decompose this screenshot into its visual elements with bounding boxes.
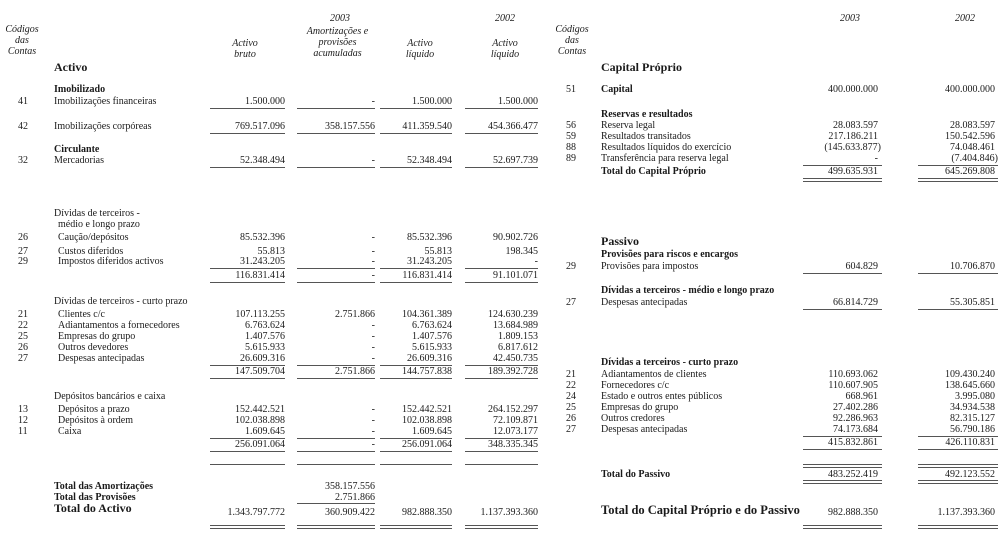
account-code: 26 [18, 342, 28, 353]
section-heading: Dívidas de terceiros - médio e longo prazo [54, 208, 140, 230]
value-net-2002: 72.109.871 [493, 415, 538, 426]
account-label: Caução/depósitos [58, 232, 129, 243]
account-code: 56 [566, 120, 576, 131]
value-amort: - [371, 342, 375, 353]
subtotal-gross: 116.831.414 [235, 270, 285, 281]
value-amort: - [371, 415, 375, 426]
value-net-2002: 264.152.297 [488, 404, 538, 415]
subtotal-net: 116.831.414 [402, 270, 452, 281]
section-heading: Reservas e resultados [601, 109, 693, 120]
codes-header: Códigos das Contas [5, 24, 39, 57]
total-provisions-value: 2.751.866 [335, 492, 375, 503]
account-label: Adiantamentos de clientes [601, 369, 707, 380]
value-net-2002: 1.500.000 [498, 96, 538, 107]
value-amort: - [371, 331, 375, 342]
account-code: 13 [18, 404, 28, 415]
value-gross: 6.763.624 [245, 320, 285, 331]
total-equity-label: Total do Capital Próprio [601, 166, 706, 177]
value-net-2002: 90.902.726 [493, 232, 538, 243]
value-net: 152.442.521 [402, 404, 452, 415]
assets-title: Activo [54, 60, 88, 74]
account-code: 26 [18, 232, 28, 243]
section-heading: Dívidas de terceiros - curto prazo [54, 296, 188, 307]
account-code: 24 [566, 391, 576, 402]
value-gross: 1.407.576 [245, 331, 285, 342]
value-net-2002: 198.345 [505, 246, 538, 257]
value-net: 85.532.396 [407, 232, 452, 243]
value-net: 1.500.000 [412, 96, 452, 107]
value-amort: - [371, 246, 375, 257]
value-gross: 31.243.205 [240, 256, 285, 267]
value-gross: 102.038.898 [235, 415, 285, 426]
account-code: 51 [566, 84, 576, 95]
value-net-2002: - [534, 256, 538, 267]
value-net: 411.359.540 [402, 121, 452, 132]
value-gross: 1.609.645 [245, 426, 285, 437]
value-gross: 5.615.933 [245, 342, 285, 353]
value-2003: 92.286.963 [833, 413, 878, 424]
value-amort: - [371, 256, 375, 267]
account-label: Depósitos a prazo [58, 404, 130, 415]
total-assets-net-2002: 1.137.393.360 [480, 507, 538, 518]
section-heading: Circulante [54, 144, 100, 155]
account-code: 25 [18, 331, 28, 342]
value-net-2002: 124.630.239 [488, 309, 538, 320]
account-label: Outros devedores [58, 342, 129, 353]
account-code: 27 [566, 424, 576, 435]
value-2003: 668.961 [845, 391, 878, 402]
value-2003: 110.607.905 [828, 380, 878, 391]
value-2003: 74.173.684 [833, 424, 878, 435]
value-net-2002: 52.697.739 [493, 155, 538, 166]
subtotal-amort: 2.751.866 [335, 366, 375, 377]
value-amort: - [371, 232, 375, 243]
subtotal-net: 256.091.064 [402, 439, 452, 450]
section-heading: Imobilizado [54, 84, 106, 95]
account-code: 22 [18, 320, 28, 331]
year-2003-header: 2003 [840, 13, 860, 24]
value-amort: 2.751.866 [335, 309, 375, 320]
account-code: 21 [18, 309, 28, 320]
account-code: 27 [18, 353, 28, 364]
value-2002: 56.790.186 [950, 424, 995, 435]
value-net-2002: 454.366.477 [488, 121, 538, 132]
value-net: 1.407.576 [412, 331, 452, 342]
subtotal-net: 144.757.838 [402, 366, 452, 377]
total-liabilities-2003: 483.252.419 [828, 469, 878, 480]
account-label: Resultados líquidos do exercício [601, 142, 732, 153]
value-net: 52.348.494 [407, 155, 452, 166]
value-2002: 82.315.127 [950, 413, 995, 424]
account-label: Clientes c/c [58, 309, 105, 320]
value-net: 5.615.933 [412, 342, 452, 353]
account-label: Resultados transitados [601, 131, 691, 142]
account-code: 12 [18, 415, 28, 426]
value-net-2002: 1.809.153 [498, 331, 538, 342]
value-net-2002: 6.817.612 [498, 342, 538, 353]
value-gross: 26.609.316 [240, 353, 285, 364]
account-code: 29 [18, 256, 28, 267]
account-code: 27 [18, 246, 28, 257]
value-net: 1.609.645 [412, 426, 452, 437]
account-code: 26 [566, 413, 576, 424]
account-label: Despesas antecipadas [601, 297, 688, 308]
account-label: Imobilizações corpóreas [54, 121, 152, 132]
account-label: Depósitos à ordem [58, 415, 133, 426]
subtotal-amort: - [371, 270, 375, 281]
subtotal-net-2002: 91.101.071 [493, 270, 538, 281]
total-assets-amort: 360.909.422 [325, 507, 375, 518]
value-2003: - [874, 153, 878, 164]
value-gross: 769.517.096 [235, 121, 285, 132]
value-net: 55.813 [424, 246, 452, 257]
col-gross-header: Activo bruto [232, 38, 258, 60]
account-code: 22 [566, 380, 576, 391]
account-label: Despesas antecipadas [601, 424, 688, 435]
value-amort: - [371, 426, 375, 437]
total-assets-net: 982.888.350 [402, 507, 452, 518]
account-code: 88 [566, 142, 576, 153]
col-net-header: Activo líquido [405, 38, 435, 60]
value-2002: 3.995.080 [955, 391, 995, 402]
section-heading: Provisões para riscos e encargos [601, 249, 739, 260]
total-liabilities-label: Total do Passivo [601, 469, 671, 480]
account-label: Outros credores [601, 413, 665, 424]
value-2002: 55.305.851 [950, 297, 995, 308]
account-label: Mercadorias [54, 155, 104, 166]
liabilities-title: Passivo [601, 234, 640, 248]
value-amort: 358.157.556 [325, 121, 375, 132]
grand-total-2002: 1.137.393.360 [937, 507, 995, 518]
value-2003: 66.814.729 [833, 297, 878, 308]
value-2002: (7.404.846) [951, 153, 998, 164]
value-net: 102.038.898 [402, 415, 452, 426]
col-net-2002-header: Activo líquido [490, 38, 520, 60]
account-code: 42 [18, 121, 28, 132]
year-2002-header: 2002 [495, 13, 515, 24]
account-label: Impostos diferidos activos [58, 256, 164, 267]
account-label: Despesas antecipadas [58, 353, 145, 364]
total-assets-label: Total do Activo [54, 501, 132, 515]
subtotal-2002: 426.110.831 [945, 437, 995, 448]
total-provisions-label: Total das Provisões [54, 492, 136, 503]
value-2003: (145.633.877) [824, 142, 881, 153]
value-2003: 110.693.062 [828, 369, 878, 380]
total-liabilities-2002: 492.123.552 [945, 469, 995, 480]
subtotal-net-2002: 189.392.728 [488, 366, 538, 377]
value-gross: 152.442.521 [235, 404, 285, 415]
value-net: 26.609.316 [407, 353, 452, 364]
account-label: Adiantamentos a fornecedores [58, 320, 180, 331]
value-gross: 1.500.000 [245, 96, 285, 107]
value-gross: 107.113.255 [235, 309, 285, 320]
value-2003: 217.186.211 [828, 131, 878, 142]
subtotal-gross: 147.509.704 [235, 366, 285, 377]
subtotal-net-2002: 348.335.345 [488, 439, 538, 450]
value-gross: 85.532.396 [240, 232, 285, 243]
account-label: Transferência para reserva legal [601, 153, 729, 164]
grand-total-label: Total do Capital Próprio e do Passivo [601, 503, 800, 517]
account-label: Provisões para impostos [601, 261, 699, 272]
value-amort: - [371, 353, 375, 364]
value-2003: 400.000.000 [828, 84, 878, 95]
section-heading: Dívidas a terceiros - médio e longo prazo [601, 285, 775, 296]
account-code: 21 [566, 369, 576, 380]
value-2002: 150.542.596 [945, 131, 995, 142]
grand-total-2003: 982.888.350 [828, 507, 878, 518]
total-equity-2003: 499.635.931 [828, 166, 878, 177]
account-code: 27 [566, 297, 576, 308]
total-assets-gross: 1.343.797.772 [227, 507, 285, 518]
value-2002: 10.706.870 [950, 261, 995, 272]
value-2003: 27.402.286 [833, 402, 878, 413]
account-code: 25 [566, 402, 576, 413]
codes-header: Códigos das Contas [555, 24, 589, 57]
year-2002-header: 2002 [955, 13, 975, 24]
value-amort: - [371, 155, 375, 166]
value-2002: 74.048.461 [950, 142, 995, 153]
account-code: 32 [18, 155, 28, 166]
equity-title: Capital Próprio [601, 60, 682, 74]
value-2002: 138.645.660 [945, 380, 995, 391]
total-amortizations-value: 358.157.556 [325, 481, 375, 492]
value-2002: 109.430.240 [945, 369, 995, 380]
account-code: 89 [566, 153, 576, 164]
value-2002: 28.083.597 [950, 120, 995, 131]
account-label: Estado e outros entes públicos [601, 391, 723, 402]
value-net-2002: 42.450.735 [493, 353, 538, 364]
col-amort-header: Amortizações e provisões acumuladas [306, 26, 369, 59]
subtotal-gross: 256.091.064 [235, 439, 285, 450]
account-code: 59 [566, 131, 576, 142]
account-label: Custos diferidos [58, 246, 124, 257]
value-amort: - [371, 320, 375, 331]
account-label: Reserva legal [601, 120, 656, 131]
total-equity-2002: 645.269.808 [945, 166, 995, 177]
account-label: Empresas do grupo [58, 331, 136, 342]
section-heading: Dívidas a terceiros - curto prazo [601, 357, 739, 368]
account-label: Fornecedores c/c [601, 380, 670, 391]
year-2003-header: 2003 [330, 13, 350, 24]
value-net: 6.763.624 [412, 320, 452, 331]
value-2002: 400.000.000 [945, 84, 995, 95]
account-code: 11 [18, 426, 28, 437]
account-label: Imobilizações financeiras [54, 96, 157, 107]
account-label: Capital [601, 84, 633, 95]
value-2003: 604.829 [845, 261, 878, 272]
value-amort: - [371, 404, 375, 415]
account-label: Caixa [58, 426, 82, 437]
subtotal-2003: 415.832.861 [828, 437, 878, 448]
total-amortizations-label: Total das Amortizações [54, 481, 154, 492]
value-2002: 34.934.538 [950, 402, 995, 413]
value-net-2002: 12.073.177 [493, 426, 538, 437]
value-net: 31.243.205 [407, 256, 452, 267]
value-gross: 55.813 [257, 246, 285, 257]
value-net: 104.361.389 [402, 309, 452, 320]
subtotal-amort: - [371, 439, 375, 450]
account-code: 29 [566, 261, 576, 272]
value-gross: 52.348.494 [240, 155, 285, 166]
section-heading: Depósitos bancários e caixa [54, 391, 166, 402]
value-net-2002: 13.684.989 [493, 320, 538, 331]
account-code: 41 [18, 96, 28, 107]
value-amort: - [371, 96, 375, 107]
account-label: Empresas do grupo [601, 402, 679, 413]
value-2003: 28.083.597 [833, 120, 878, 131]
